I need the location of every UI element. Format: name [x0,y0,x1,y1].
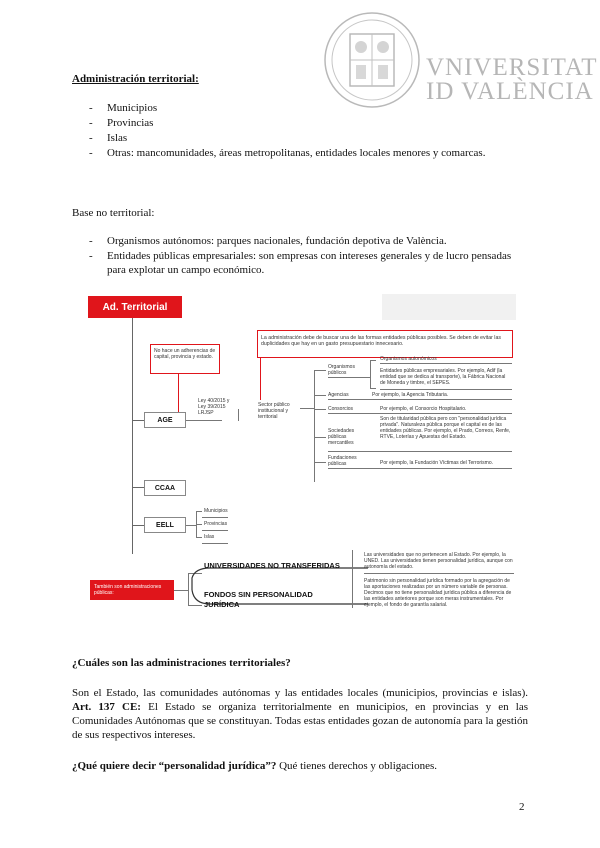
list-item: - Otras: mancomunidades, áreas metropolitanas, entidades locales menores y comarcas. [89,147,486,159]
label-sociedades: Sociedades públicas mercantiles [328,428,355,446]
university-seal-icon [322,10,422,110]
eell-item: Provincias [204,521,228,527]
page-number: 2 [519,801,525,813]
label-agencias-ejemplo: Por ejemplo, la Agencia Tributaria. [372,392,449,398]
list-item-continuation: para explotar un campo económico. [107,264,265,276]
diagram-title: Ad. Territorial [88,296,182,318]
label-sociedades-ejemplo: Son de titularidad pública pero con "personalidad jurídica privada". Naturaleza pública porque el capital es de las entidades públicas. Por ejemplo, el Prado, Correos, Renfe, RTVE, Loterías y Apuestas del Estado. [380,416,511,440]
ccaa-box: CCAA [144,480,186,496]
logo-text-line1: VNIVERSITAT [426,54,598,81]
label-fundaciones-ejemplo: Por ejemplo, la Fundación Víctimas del Terrorismo. [380,460,494,466]
label-consorcios: Consorcios [328,406,354,412]
label-universidades: UNIVERSIDADES NO TRANSFERIDAS [204,561,340,570]
label-fondos: FONDOS SIN PERSONALIDAD JURÍDICA [204,590,313,609]
question-personalidad-label: ¿Qué quiere decir “personalidad jurídica”? [72,760,277,772]
note-top-text: La administración debe de buscar una de las formas entidades públicas posibles. Se deben de evitar las duplicidades que hay en un gasto presupuestario innecesario. [261,335,501,347]
list-item-text: Municipios [107,102,158,114]
label-organismos-publicos: Organismos públicos [328,364,355,376]
eell-item: Municipios [204,508,228,514]
logo-text-line2: ID VALÈNCIA [426,78,594,105]
eell-box: EELL [144,517,186,533]
question-admin-territoriales: ¿Cuáles son las administraciones territoriales? [72,657,291,669]
diagram [82,288,522,618]
label-agencias: Agencias [328,392,349,398]
eell-item: Islas [204,534,215,540]
age-box: AGE [144,412,186,428]
note-top [257,330,513,358]
label-fundaciones: Fundaciones públicas [328,455,357,467]
red-note-text: También son administraciones públicas: [94,584,162,596]
list-item: - Organismos autónomos: parques nacionales, fundación depotiva de València. [89,235,447,247]
label-fondos-ejemplo: Patrimonio sin personalidad jurídica formado por la agregación de las aportaciones realizadas por un número variable de personas. Decimos que no tiene personalidad jurídica pública a diferencia de las entidades anteriores porque son meras instrumentales. Por ejemplo, el fondo de garantía salarial. [364,578,512,608]
list-item-text: Organismos autónomos: parques nacionales, fundación depotiva de València. [107,235,447,247]
label-universidades-ejemplo: Las universidades que no pertenecen al Estado. Por ejemplo, la UNED. Las universidades tienen personalidad jurídica, aunque con autonomía del estado. [364,552,513,570]
paragraph-estado [72,686,528,700]
label-entidades-empresariales: Entidades públicas empresariales. Por ejemplo, Adif (la entidad que se dedica al transporte), la Fábrica Nacional de Moneda y timbre, el SEPES. [380,368,506,386]
list-item-text: Provincias [107,117,154,129]
university-logo [322,10,598,110]
list-item-text: Otras: mancomunidades, áreas metropolitanas, entidades locales menores y comarcas. [107,147,486,159]
heading-admin-territorial: Administración territorial: [72,73,199,85]
list-item: - Municipios [89,102,158,114]
list-item: - Provincias [89,117,154,129]
list-item-text: Entidades públicas empresariales: son empresas con intereses generales y de lucro pensadas [107,250,512,262]
label-consorcios-ejemplo: Por ejemplo, el Consorcio Hospitalario. [380,406,467,412]
red-note-box [90,580,174,600]
note-left-text: No hace un adherencias de capital, provincia y estado. [154,348,216,360]
art-137-text: El Estado se organiza territorialmente en municipios, en provincias y en las Comunidades Autónomas que se constituyan. Todas estas entidades gozan de autonomía para la gestión de sus respectivos intereses. [72,701,529,741]
note-left [150,344,220,374]
paragraph-art137 [72,700,528,742]
heading-base-no-territorial: Base no territorial: [72,207,155,219]
label-organismos-autonomos: Organismos autonómicos [380,356,437,362]
list-item-text: Islas [107,132,128,144]
ley-label: Ley 40/2015 y Ley 39/2015 LRJSP [198,398,230,416]
question-personalidad-answer: Qué tienes derechos y obligaciones. [276,760,437,772]
list-item: - Islas [89,132,128,144]
question-personalidad [72,759,532,773]
list-item: - Entidades públicas empresariales: son empresas con intereses generales y de lucro pensadas [89,250,512,262]
sector-label: Sector público institucional y territorial [258,402,290,420]
art-137-label: Art. 137 CE: [72,701,141,713]
paragraph-estado-text: Son el Estado, las comunidades autónomas y las entidades locales (municipios, provincias e islas). [72,687,528,699]
